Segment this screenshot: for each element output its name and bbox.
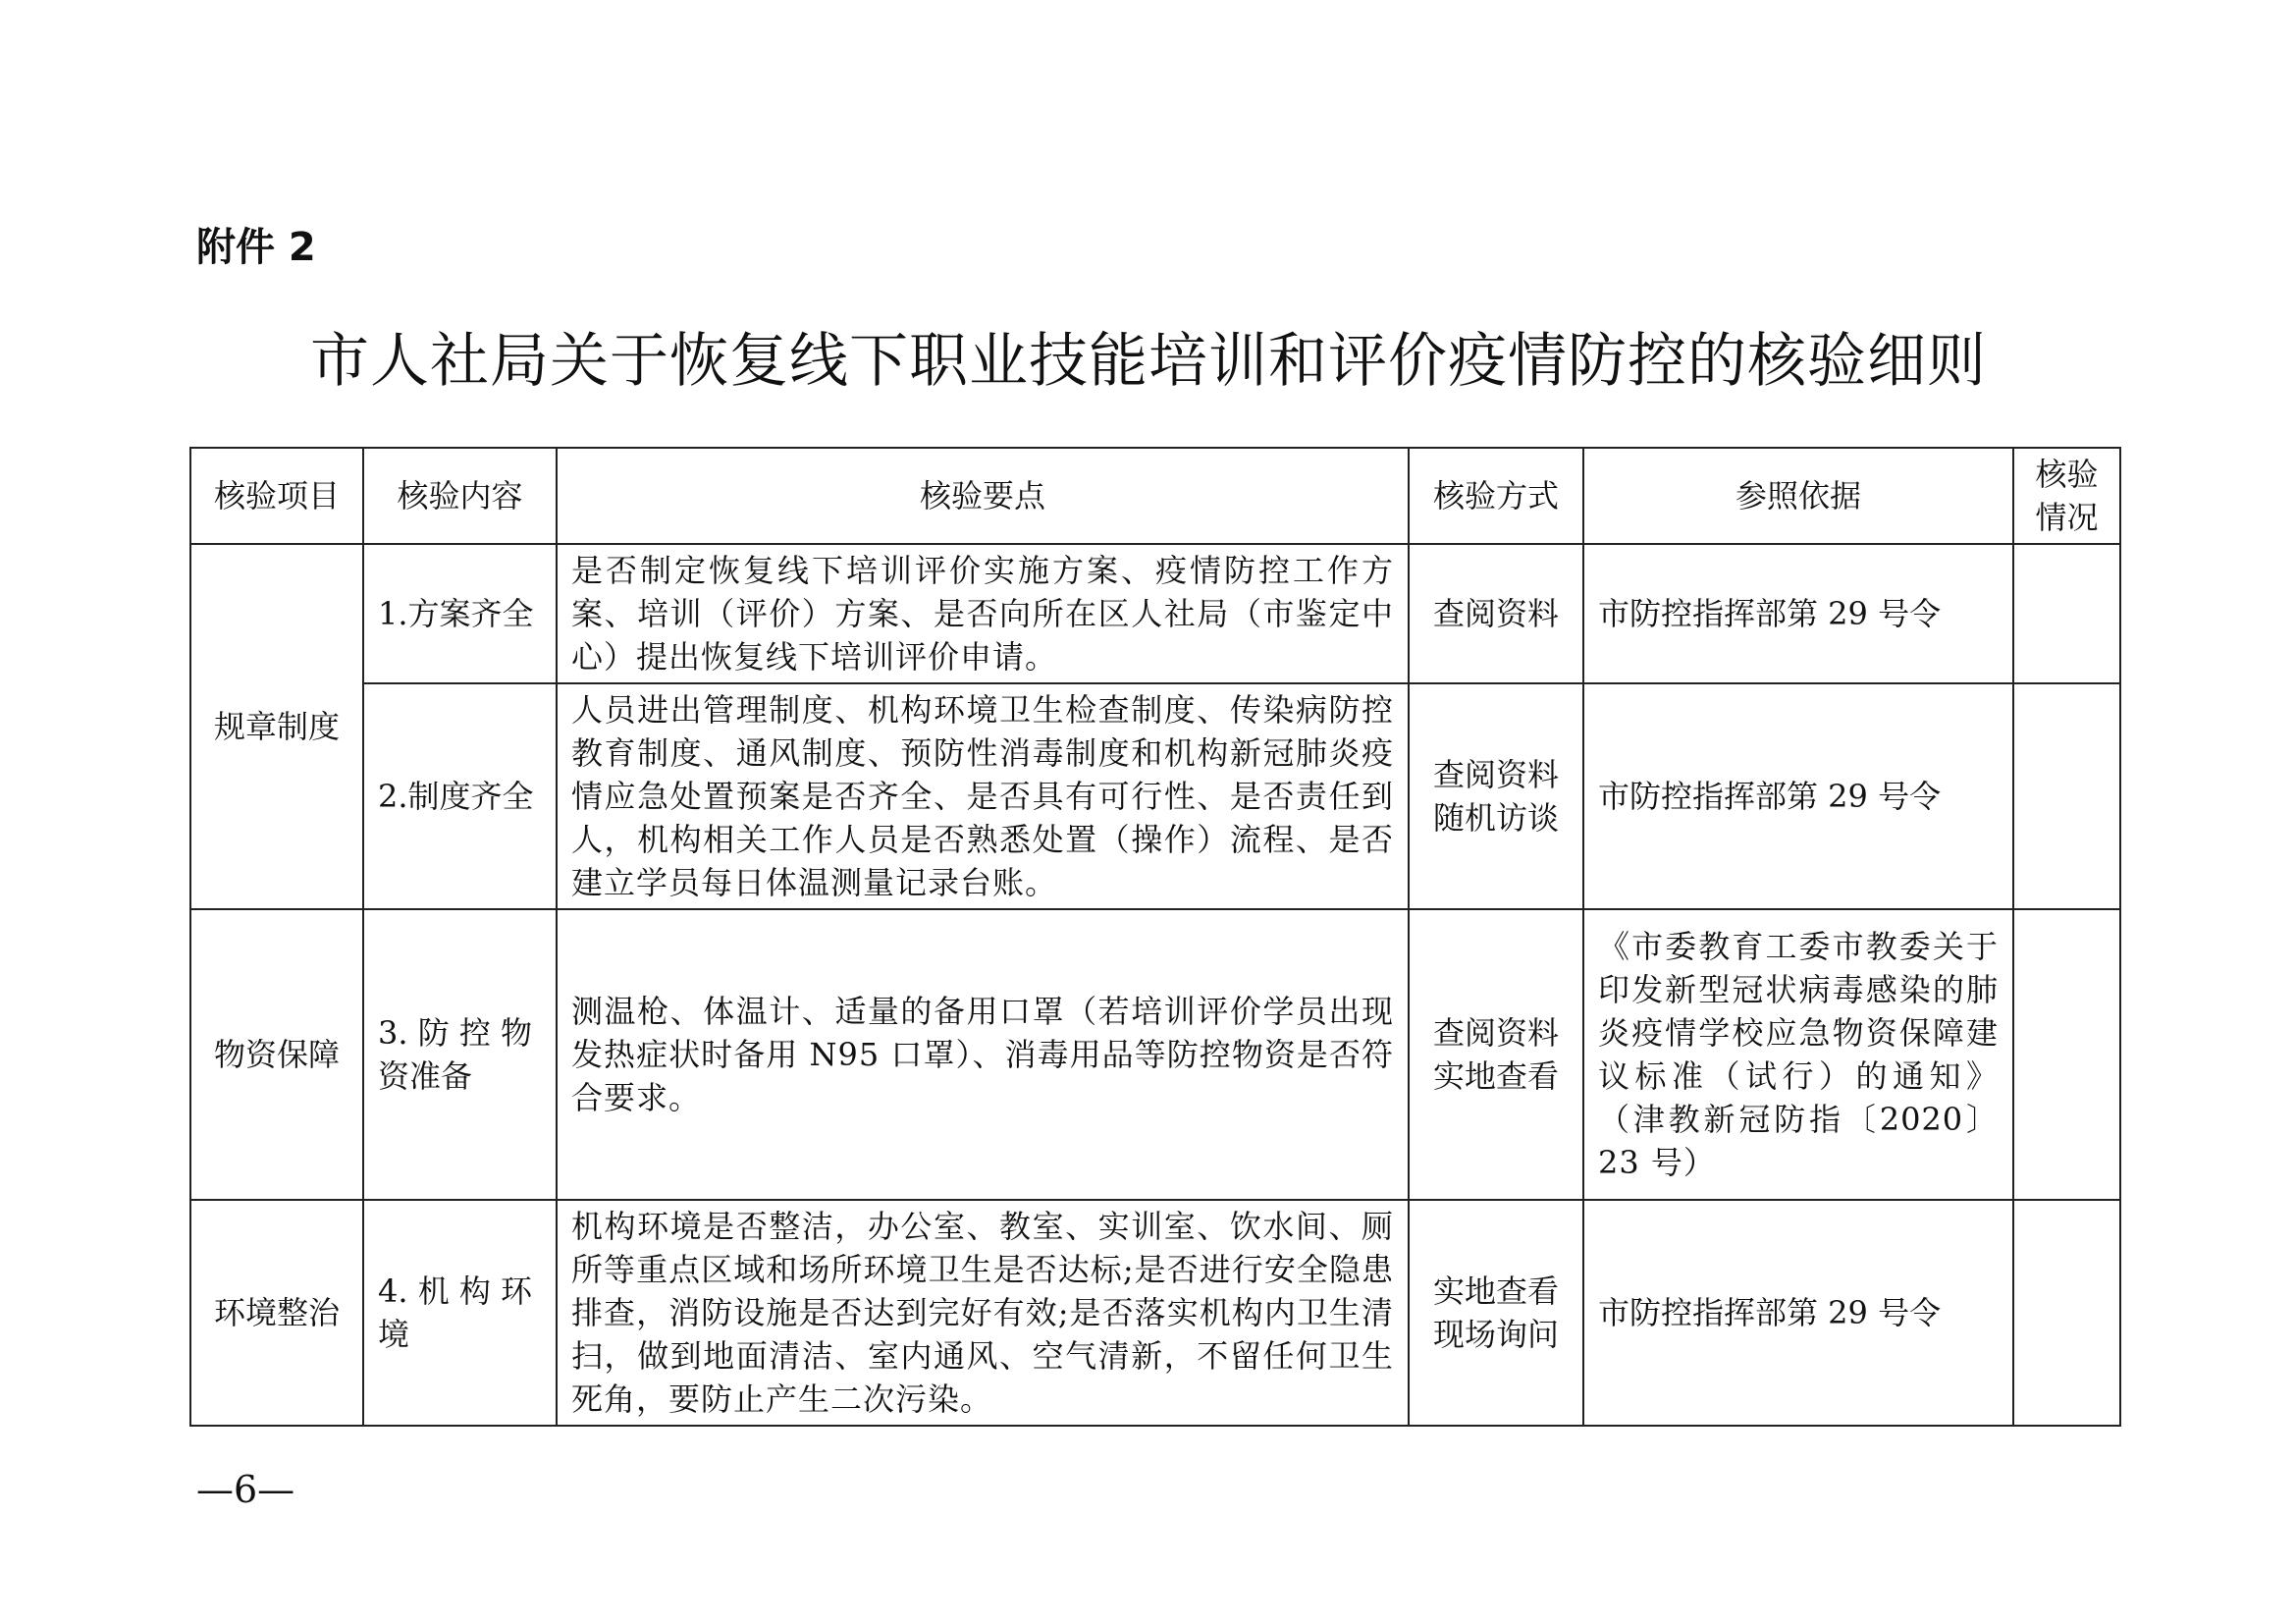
status-cell bbox=[2013, 909, 2120, 1200]
method-cell: 查阅资料 bbox=[1409, 544, 1583, 683]
item-cell: 规章制度 bbox=[190, 544, 363, 909]
basis-cell: 市防控指挥部第 29 号令 bbox=[1583, 1200, 2013, 1426]
status-cell bbox=[2013, 1200, 2120, 1426]
content-cell: 1.方案齐全 bbox=[363, 544, 557, 683]
points-cell: 测温枪、体温计、适量的备用口罩（若培训评价学员出现发热症状时备用 N95 口罩）、消毒用品等防控物资是否符合要求。 bbox=[557, 909, 1409, 1200]
header-status: 核验情况 bbox=[2013, 448, 2120, 544]
document-title: 市人社局关于恢复线下职业技能培训和评价疫情防控的核验细则 bbox=[310, 327, 1987, 396]
table-row bbox=[190, 544, 2120, 683]
header-content: 核验内容 bbox=[363, 448, 557, 544]
header-method: 核验方式 bbox=[1409, 448, 1583, 544]
method-cell: 实地查看现场询问 bbox=[1409, 1200, 1583, 1426]
points-cell: 机构环境是否整洁，办公室、教室、实训室、饮水间、厕所等重点区域和场所环境卫生是否达标;是否进行安全隐患排查，消防设施是否达到完好有效;是否落实机构内卫生清扫，做到地面清洁、室内通风、空气清新，不留任何卫生死角，要防止产生二次污染。 bbox=[557, 1200, 1409, 1426]
content-cell: 2.制度齐全 bbox=[363, 683, 557, 909]
basis-cell: 市防控指挥部第 29 号令 bbox=[1583, 544, 2013, 683]
content-cell: 3. 防 控 物资准备 bbox=[363, 909, 557, 1200]
item-cell: 物资保障 bbox=[190, 909, 363, 1200]
verification-table bbox=[189, 447, 2121, 1427]
item-cell: 环境整治 bbox=[190, 1200, 363, 1426]
header-item: 核验项目 bbox=[190, 448, 363, 544]
status-cell bbox=[2013, 683, 2120, 909]
table-row bbox=[190, 683, 2120, 909]
points-cell: 人员进出管理制度、机构环境卫生检查制度、传染病防控教育制度、通风制度、预防性消毒制度和机构新冠肺炎疫情应急处置预案是否齐全、是否具有可行性、是否责任到人，机构相关工作人员是否熟悉处置（操作）流程、是否建立学员每日体温测量记录台账。 bbox=[557, 683, 1409, 909]
basis-cell: 市防控指挥部第 29 号令 bbox=[1583, 683, 2013, 909]
method-cell: 查阅资料实地查看 bbox=[1409, 909, 1583, 1200]
status-cell bbox=[2013, 544, 2120, 683]
header-basis: 参照依据 bbox=[1583, 448, 2013, 544]
header-points: 核验要点 bbox=[557, 448, 1409, 544]
method-cell: 查阅资料随机访谈 bbox=[1409, 683, 1583, 909]
points-cell: 是否制定恢复线下培训评价实施方案、疫情防控工作方案、培训（评价）方案、是否向所在区人社局（市鉴定中心）提出恢复线下培训评价申请。 bbox=[557, 544, 1409, 683]
table-header-row bbox=[190, 448, 2120, 544]
page-number: —6— bbox=[196, 1468, 295, 1511]
table-row bbox=[190, 1200, 2120, 1426]
table-row bbox=[190, 909, 2120, 1200]
content-cell: 4. 机 构 环境 bbox=[363, 1200, 557, 1426]
basis-cell: 《市委教育工委市教委关于印发新型冠状病毒感染的肺炎疫情学校应急物资保障建议标准（试行）的通知》（津教新冠防指〔2020〕23 号） bbox=[1583, 909, 2013, 1200]
attachment-label: 附件 2 bbox=[196, 225, 316, 270]
